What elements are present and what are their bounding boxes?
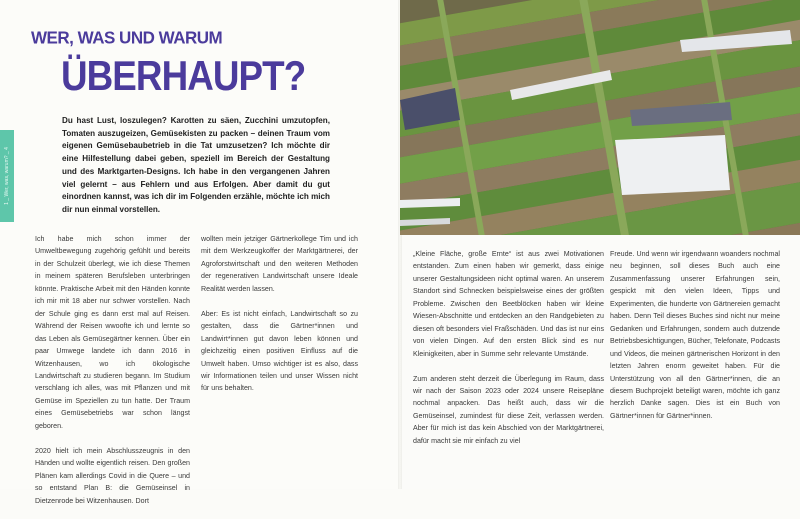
side-tab-label: 1 _ Wer, was, warum? _ 4 (4, 147, 10, 205)
intro-paragraph: Du hast Lust, loszulegen? Karotten zu säen, Zucchini umzutopfen, Tomaten auszugeizen, Gemüsekisten zu packen – deinen Traum vom eigenen Gemüsebaubetrieb in die Tat umzusetzen? Ich möchte dir eine Hilfestellung dabei geben, speziell im Bereich der Gestaltung und des Marktgarten-Designs. Ich habe in den vergangenen Jahren viel gelernt – aus Fehlern und aus Erfolgen. Aber damit du gut einordnen kannst, was ich dir im Folgenden erzähle, möchte ich mich dir nun einmal vorstellen. (62, 116, 330, 214)
text-column-2 (201, 233, 358, 407)
paragraph: 2020 hielt ich mein Abschlusszeugnis in den Händen und wollte eigentlich reisen. Den großen Plänen kam allerdings Covid in die Quere – und so entstand Plan B: die Gemüseinsel in Dietzenrode bei Witzenhausen. Dort (35, 446, 190, 505)
text-column-3 (413, 248, 604, 460)
title-line-2: ÜBERHAUPT? (61, 53, 306, 100)
paragraph: „Kleine Fläche, große Ernte“ ist aus zwei Motivationen entstanden. Zum einen haben wir gemerkt, dass einige unserer Gestaltungsideen nicht optimal waren. An unserem Standort sind Schnecken beispielsweise eines der größten Probleme. Zwischen den Beetblöcken haben wir kleine Wiesen-Abschnitte und entdecken an den Randgebieten zu diesen oft besonders viel Fraßschäden. Und das ist nur eins von vielen Dingen. Auf den ersten Blick sind es nur Kleinigkeiten, aber in Summe sehr relevante Umstände. (413, 250, 604, 358)
aerial-garden-photo (400, 0, 800, 235)
paragraph: Freude. Und wenn wir irgendwann woanders nochmal neu beginnen, soll dieses Buch auch eine Zusammenfassung unserer Erfahrungen sein, gespickt mit den vielen Ideen, Tipps und Experimenten, die hunderte von Gärtnereien gemacht haben. Denn Teil dieses Buches sind nicht nur meine Gedanken und Erfahrungen, sondern auch dutzende Betriebsbesichtigungen, Bücher, Telefonate, Podcasts und Videos, die meinen gärtnerischen Horizont in den letzten Jahren enorm geweitet haben. Für die Unterstützung von all den Gärtner*innen, die an diesem Buchprojekt beteiligt waren, möchte ich ganz herzlich Danke sagen. Dies ist ein Buch von Gärtner*innen für Gärtner*innen. (610, 250, 780, 420)
paragraph: Ich habe mich schon immer der Umweltbewegung zugehörig gefühlt und bereits in der Schulzeit überlegt, wie ich diese Themen in meinem späteren Berufsleben unterbringen könnte. Praktische Arbeit mit den Händen konnte ich mir mit 18 aber nur schwer vorstellen. Nach der Schule ging es dann erst mal auf Reisen. Während der Reisen wwoofte ich und lernte so das Leben als Gemüsegärtner kennen. Über ein paar Umwege landete ich dann 2016 in Witzenhausen, wo ich ökologische Landwirtschaft zu studieren begann. Im Studium verschlang ich alles, was mit Pflanzen und mit Gemüse im Speziellen zu tun hatte. Der Traum eines Gemüsebetriebs war schon längst geboren. (35, 235, 190, 430)
paragraph: Aber: Es ist nicht einfach, Landwirtschaft so zu gestalten, dass die Gärtner*innen und Landwirt*innen gut davon leben können und gleichzeitig einen positiven Einfluss auf die Umwelt haben. Umso wichtiger ist es also, dass wir Informationen teilen und unser Wissen nicht für uns behalten. (201, 309, 358, 393)
chapter-side-tab (0, 130, 14, 222)
paragraph: Zum anderen steht derzeit die Überlegung im Raum, dass wir nach der Saison 2023 oder 2024 unsere Reisepläne nochmal anpacken. Das heißt auch, dass wir die Gemüseinsel, zumindest für diese Zeit, verlassen werden. Aber für mich ist das kein Abschied von der Marktgärtnerei, dafür macht sie mir einfach zu viel (413, 374, 604, 445)
text-column-4 (610, 248, 780, 435)
text-column-1 (35, 233, 190, 519)
title-line-1: WER, WAS UND WARUM (31, 28, 223, 48)
paragraph: wollten mein jetziger Gärtnerkollege Tim und ich mit dem Werkzeugkoffer der Marktgärtnerei, der Agroforstwirtschaft und den weiteren Methoden der regenerativen Landwirtschaft unsere Ideale Realität werden lassen. (201, 235, 358, 293)
